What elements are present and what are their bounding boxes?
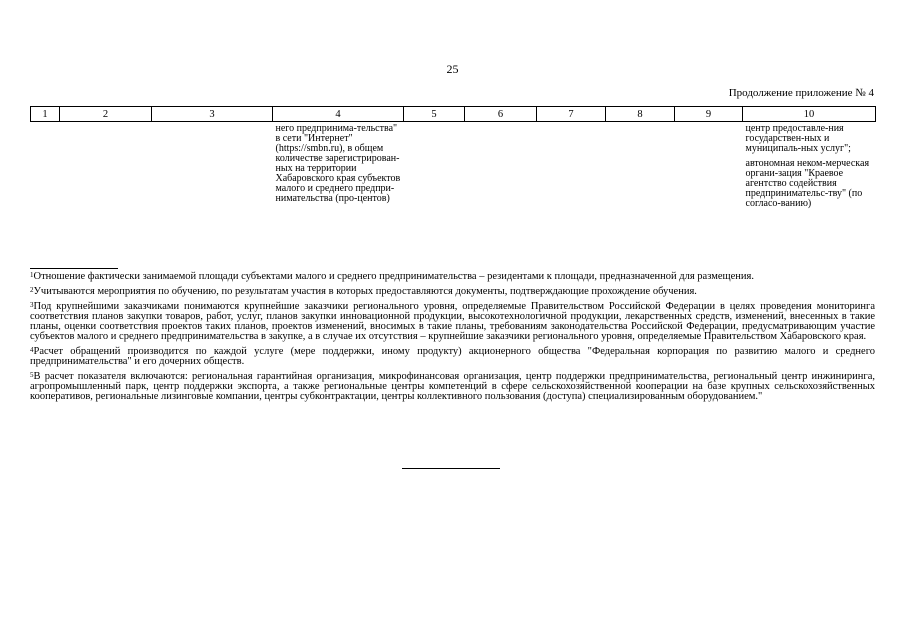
- footnote-marker: 3: [30, 301, 34, 309]
- table-header-row: [31, 107, 876, 122]
- footnote: [30, 272, 875, 282]
- table-cell-indicator: [273, 122, 404, 215]
- cell-text: него предпринима-тельства" в сети "Интернет" (https://smbn.ru), в общем количестве зарегистрирован-ных на территории Хабаровского края субъектов малого и среднего предпри-нимательства (про-центов): [275, 123, 401, 204]
- cell-text: автономная неком-мерческая органи-зация "Краевое агентство содействия предпринимательс-тву" (по согласо-ванию): [745, 158, 870, 209]
- table-cell-executors: [743, 122, 876, 215]
- column-header: 4: [273, 107, 404, 122]
- column-header: 10: [743, 107, 876, 122]
- footnote-text: Учитываются мероприятия по обучению, по результатам участия в которых предоставляются документы, подтверждающие прохождение обучения.: [33, 286, 697, 297]
- column-header: 7: [537, 107, 606, 122]
- footnote-text: В расчет показателя включаются: региональная гарантийная организация, микрофинансовая организация, центр поддержки предпринимательства, региональный центр инжиниринга, агропромышленный парк, центр поддержки экспорта, а также региональные центры компетенций в сфере сельскохозяйственной кооперации на базе крупных сельскохозяйственных кооперативов, региональные лизинговые компании, центры субконтрактации, центры коллективного пользования (доступа) специализированным оборудованием.": [30, 371, 875, 402]
- column-header: 6: [465, 107, 537, 122]
- footnote-marker: 1: [30, 271, 34, 279]
- column-header: 2: [60, 107, 152, 122]
- footnote: [30, 347, 875, 367]
- column-header: 5: [404, 107, 465, 122]
- footnote-marker: 2: [30, 286, 34, 294]
- footnote-separator: [30, 268, 118, 269]
- footnote-text: Под крупнейшими заказчиками понимаются крупнейшие заказчики регионального уровня, определяемые Правительством Российской Федерации в целях проведения мониторинга соответствия планов закупки товаров, работ, услуг, планов закупки инновационной продукции, высокотехнологичной продукции, лекарственных средств, изменений, внесенных в такие планы, оценки соответствия проектов таких планов, проектов изменений, вносимых в такие планы, требованиям законодательства Российской Федерации, предусматривающим участие субъектов малого и среднего предпринимательства в закупке, а в случае их отсутствия – крупнейшие заказчики регионального уровня, определяемые Правительством Хабаровского края.: [30, 301, 875, 342]
- end-of-document-rule: [402, 468, 500, 469]
- footnote-text: Отношение фактически занимаемой площади субъектами малого и среднего предпринимательства – резидентами к площади, предназначенной для размещения.: [33, 271, 754, 282]
- footnote: [30, 287, 875, 297]
- column-header: 8: [606, 107, 675, 122]
- continuation-heading: Продолжение приложение № 4: [728, 87, 874, 99]
- column-header: 1: [31, 107, 60, 122]
- footnote-marker: 4: [30, 346, 34, 354]
- footnote: [30, 302, 875, 342]
- page-number: 25: [446, 62, 459, 76]
- footnote-text: Расчет обращений производится по каждой услуге (мере поддержки, иному продукту) акционерного общества "Федеральная корпорация по развитию малого и среднего предпринимательства" и его дочерних обществ.: [30, 346, 875, 367]
- footnote: [30, 372, 875, 402]
- footnote-marker: 5: [30, 371, 34, 379]
- appendix-table: [30, 106, 876, 214]
- cell-text: центр предоставле-ния государствен-ных и муниципаль-ных услуг";: [745, 123, 851, 154]
- footnotes: [30, 272, 875, 407]
- table-row: [31, 122, 876, 215]
- column-header: 9: [675, 107, 743, 122]
- column-header: 3: [152, 107, 273, 122]
